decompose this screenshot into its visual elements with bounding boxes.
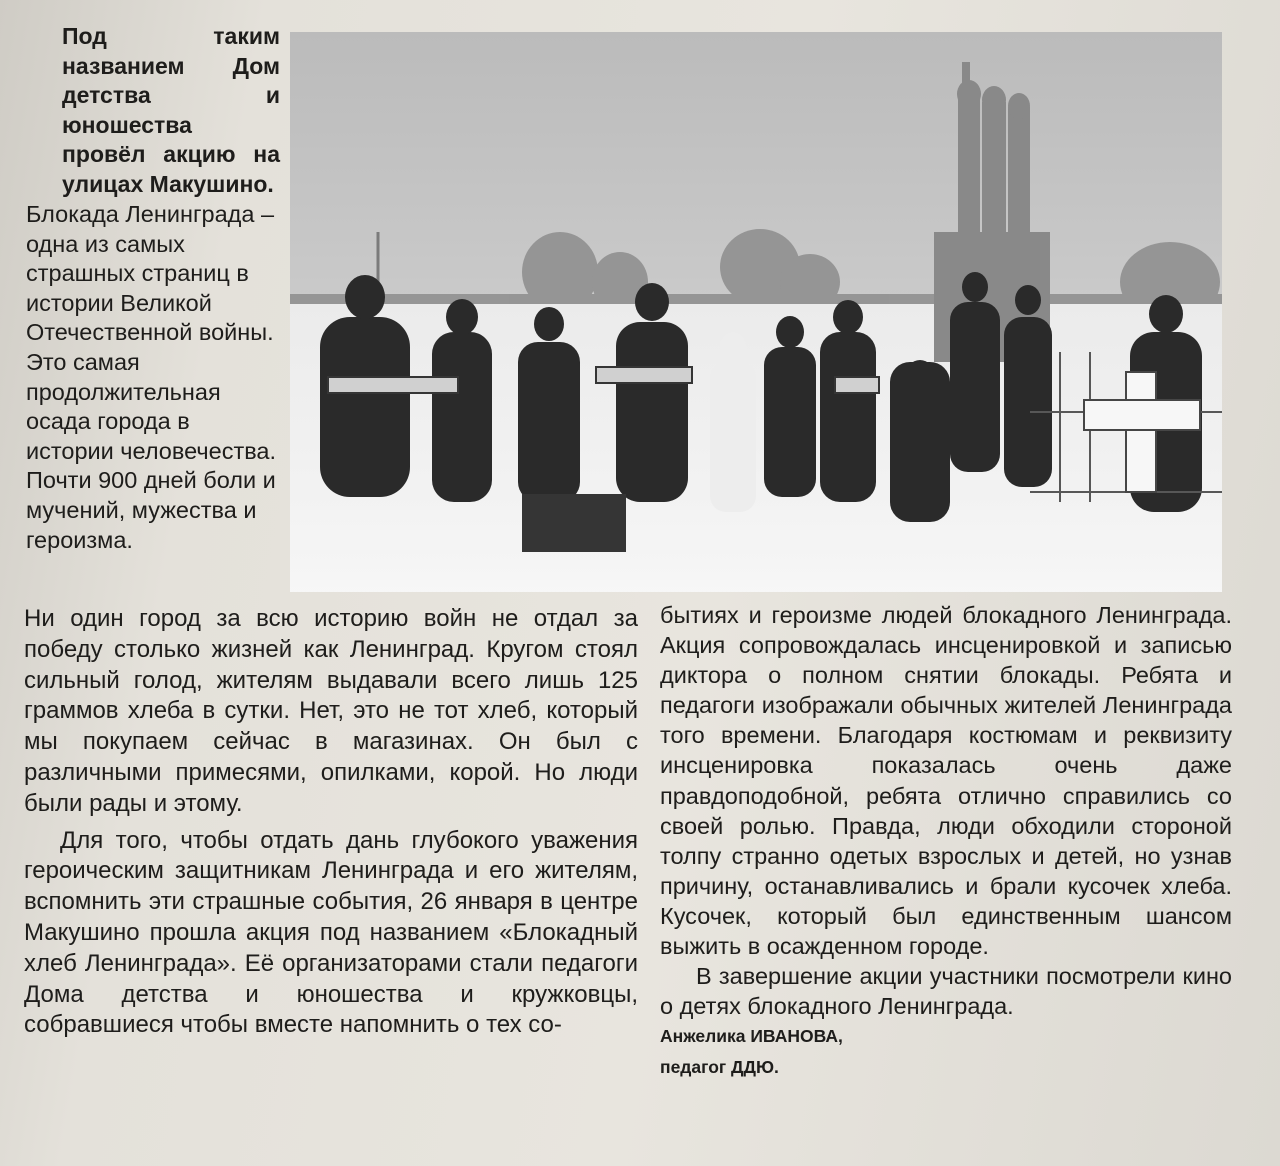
article-intro: Блокада Ленинграда – одна из самых страшных страниц в истории Великой Отечественной войны. Это самая продолжительная осада города в истории человечества. Почти 900 дней боли и мучений, мужества и героизма. [26, 201, 277, 553]
paragraph-3: бытиях и героизме людей блокадного Ленинграда. Акция сопровождалась инсценировкой и записью диктора о полном снятии блокады. Ребята и педагоги изображали обычных жителей Ленинграда того времени. Благодаря костюмам и реквизиту инсценировка показалась очень даже правдоподобной, ребята отлично справились со своей ролью. Правда, люди обходили стороной толпу странно одетых взрослых и детей, но узнав причину, останавливались и брали кусочек хлеба. Кусочек, который был единственным шансом выжить в осажденном городе. [660, 602, 1232, 960]
paragraph-1: Ни один город за всю историю войн не отдал за победу столько жизней как Ленинград. Кругом стоял сильный голод, жителям выдавали всего лишь 125 граммов хлеба в сутки. Нет, это не тот хлеб, который мы покупаем сейчас в магазинах. Он был с различными примесями, опилками, корой. Но люди были рады и этому. [24, 605, 638, 817]
article-lead: Под таким названием Дом детства и юношества провёл акцию на улицах Макушино. [62, 23, 280, 197]
right-column [660, 600, 1232, 1083]
author-role: педагог ДДЮ. [660, 1057, 779, 1078]
paragraph-4: В завершение акции участники посмотрели кино о детях блокадного Ленинграда. [660, 963, 1232, 1020]
left-column [24, 604, 638, 1041]
paragraph-2: Для того, чтобы отдать дань глубокого уважения героическим защитникам Ленинграда и его жителям, вспомнить эти страшные события, 26 января в центре Макушино прошла акция под названием «Блокадный хлеб Ленинграда». Её организаторами стали педагоги Дома детства и юношества и кружковцы, собравшиеся чтобы вместе напомнить о тех со- [24, 826, 638, 1039]
article-photo [290, 32, 1222, 592]
author-name: Анжелика ИВАНОВА, [660, 1026, 843, 1047]
